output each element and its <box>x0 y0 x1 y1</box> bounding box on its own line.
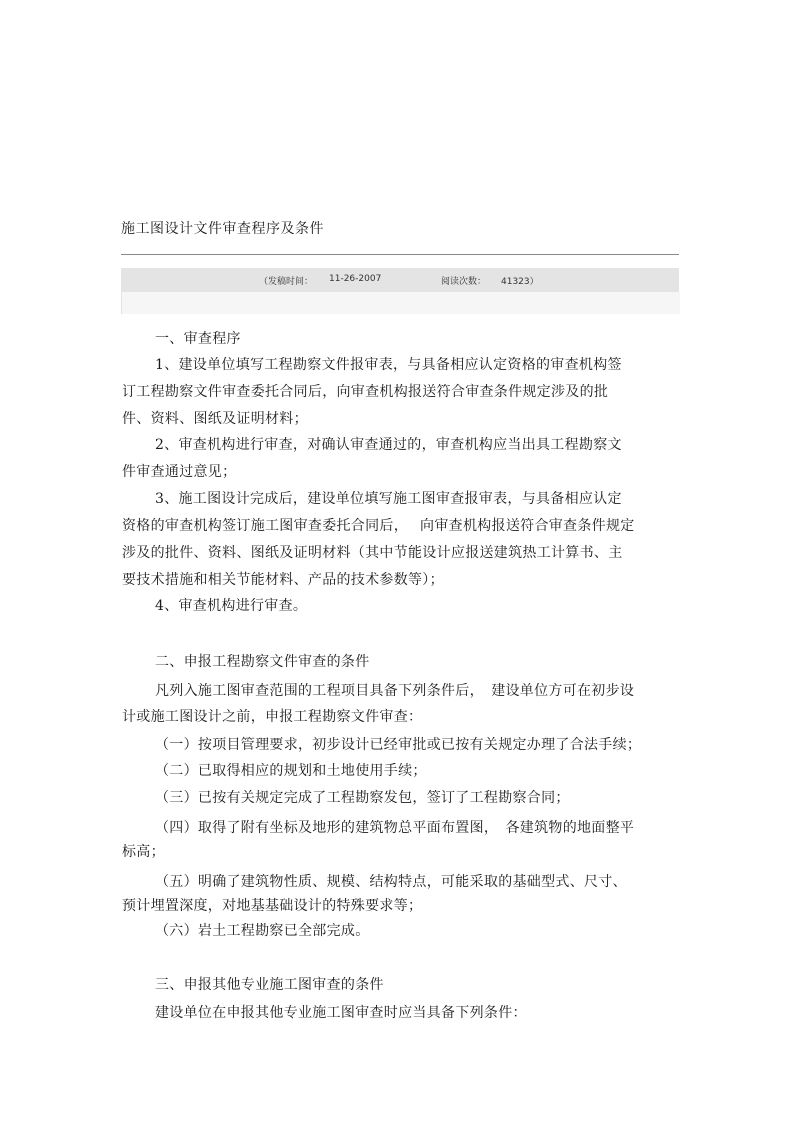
paragraph-line: 3、施工图设计完成后，建设单位填写施工图审查报审表，与具备相应认定 <box>155 491 622 507</box>
title-divider <box>121 254 679 255</box>
meta-bar <box>121 268 679 292</box>
paragraph-line: 2、审查机构进行审查，对确认审查通过的，审查机构应当出具工程勘察文 <box>155 437 622 453</box>
paragraph-line: 件审查通过意见； <box>122 464 237 480</box>
paragraph-line: 要技术措施和相关节能材料、产品的技术参数等）； <box>122 572 444 588</box>
condition-line: 预计埋置深度，对地基基础设计的特殊要求等； <box>122 898 423 914</box>
paragraph-line: 件、资料、图纸及证明材料； <box>122 411 308 427</box>
reads-label: 阅读次数： <box>441 277 487 287</box>
meta-strip <box>121 292 680 314</box>
condition-line: （四）取得了附有坐标及地形的建筑物总平面布置图， 各建筑物的地面整平 <box>155 820 635 836</box>
paragraph-line: 凡列入施工图审查范围的工程项目具备下列条件后， 建设单位方可在初步设 <box>155 683 635 699</box>
condition-line: （六）岩土工程勘察已全部完成。 <box>155 923 370 939</box>
publish-date: 11-26-2007 <box>329 274 382 284</box>
paragraph-line: 计或施工图设计之前，申报工程勘察文件审查： <box>122 709 423 725</box>
condition-line: （五）明确了建筑物性质、规模、结构特点，可能采取的基础型式、尺寸、 <box>155 874 627 890</box>
section1-heading: 一、审查程序 <box>155 331 241 347</box>
reads-count: 41323） <box>501 277 539 287</box>
section2-heading: 二、申报工程勘察文件审查的条件 <box>155 654 370 670</box>
section3-heading: 三、申报其他专业施工图审查的条件 <box>155 977 384 993</box>
paragraph-line: 建设单位在申报其他专业施工图审查时应当具备下列条件： <box>155 1005 527 1021</box>
paragraph-line: 订工程勘察文件审查委托合同后，向审查机构报送符合审查条件规定涉及的批 <box>122 384 609 400</box>
paragraph-line: 资格的审查机构签订施工图审查委托合同后， 向审查机构报送符合审查条件规定 <box>122 518 635 534</box>
paragraph-line: 4、审查机构进行审查。 <box>155 598 308 614</box>
document-title: 施工图设计文件审查程序及条件 <box>121 221 324 237</box>
paragraph-line: 1、建设单位填写工程勘察文件报审表，与具备相应认定资格的审查机构签 <box>155 357 622 373</box>
condition-line: 标高； <box>122 844 165 860</box>
publish-label: （发稿时间： <box>259 277 314 287</box>
condition-line: （一）按项目管理要求，初步设计已经审批或已按有关规定办理了合法手续； <box>155 737 642 753</box>
condition-line: （二）已取得相应的规划和土地使用手续； <box>155 763 427 779</box>
condition-line: （三）已按有关规定完成了工程勘察发包，签订了工程勘察合同； <box>155 790 570 806</box>
paragraph-line: 涉及的批件、资料、图纸及证明材料（其中节能设计应报送建筑热工计算书、主 <box>122 545 623 561</box>
